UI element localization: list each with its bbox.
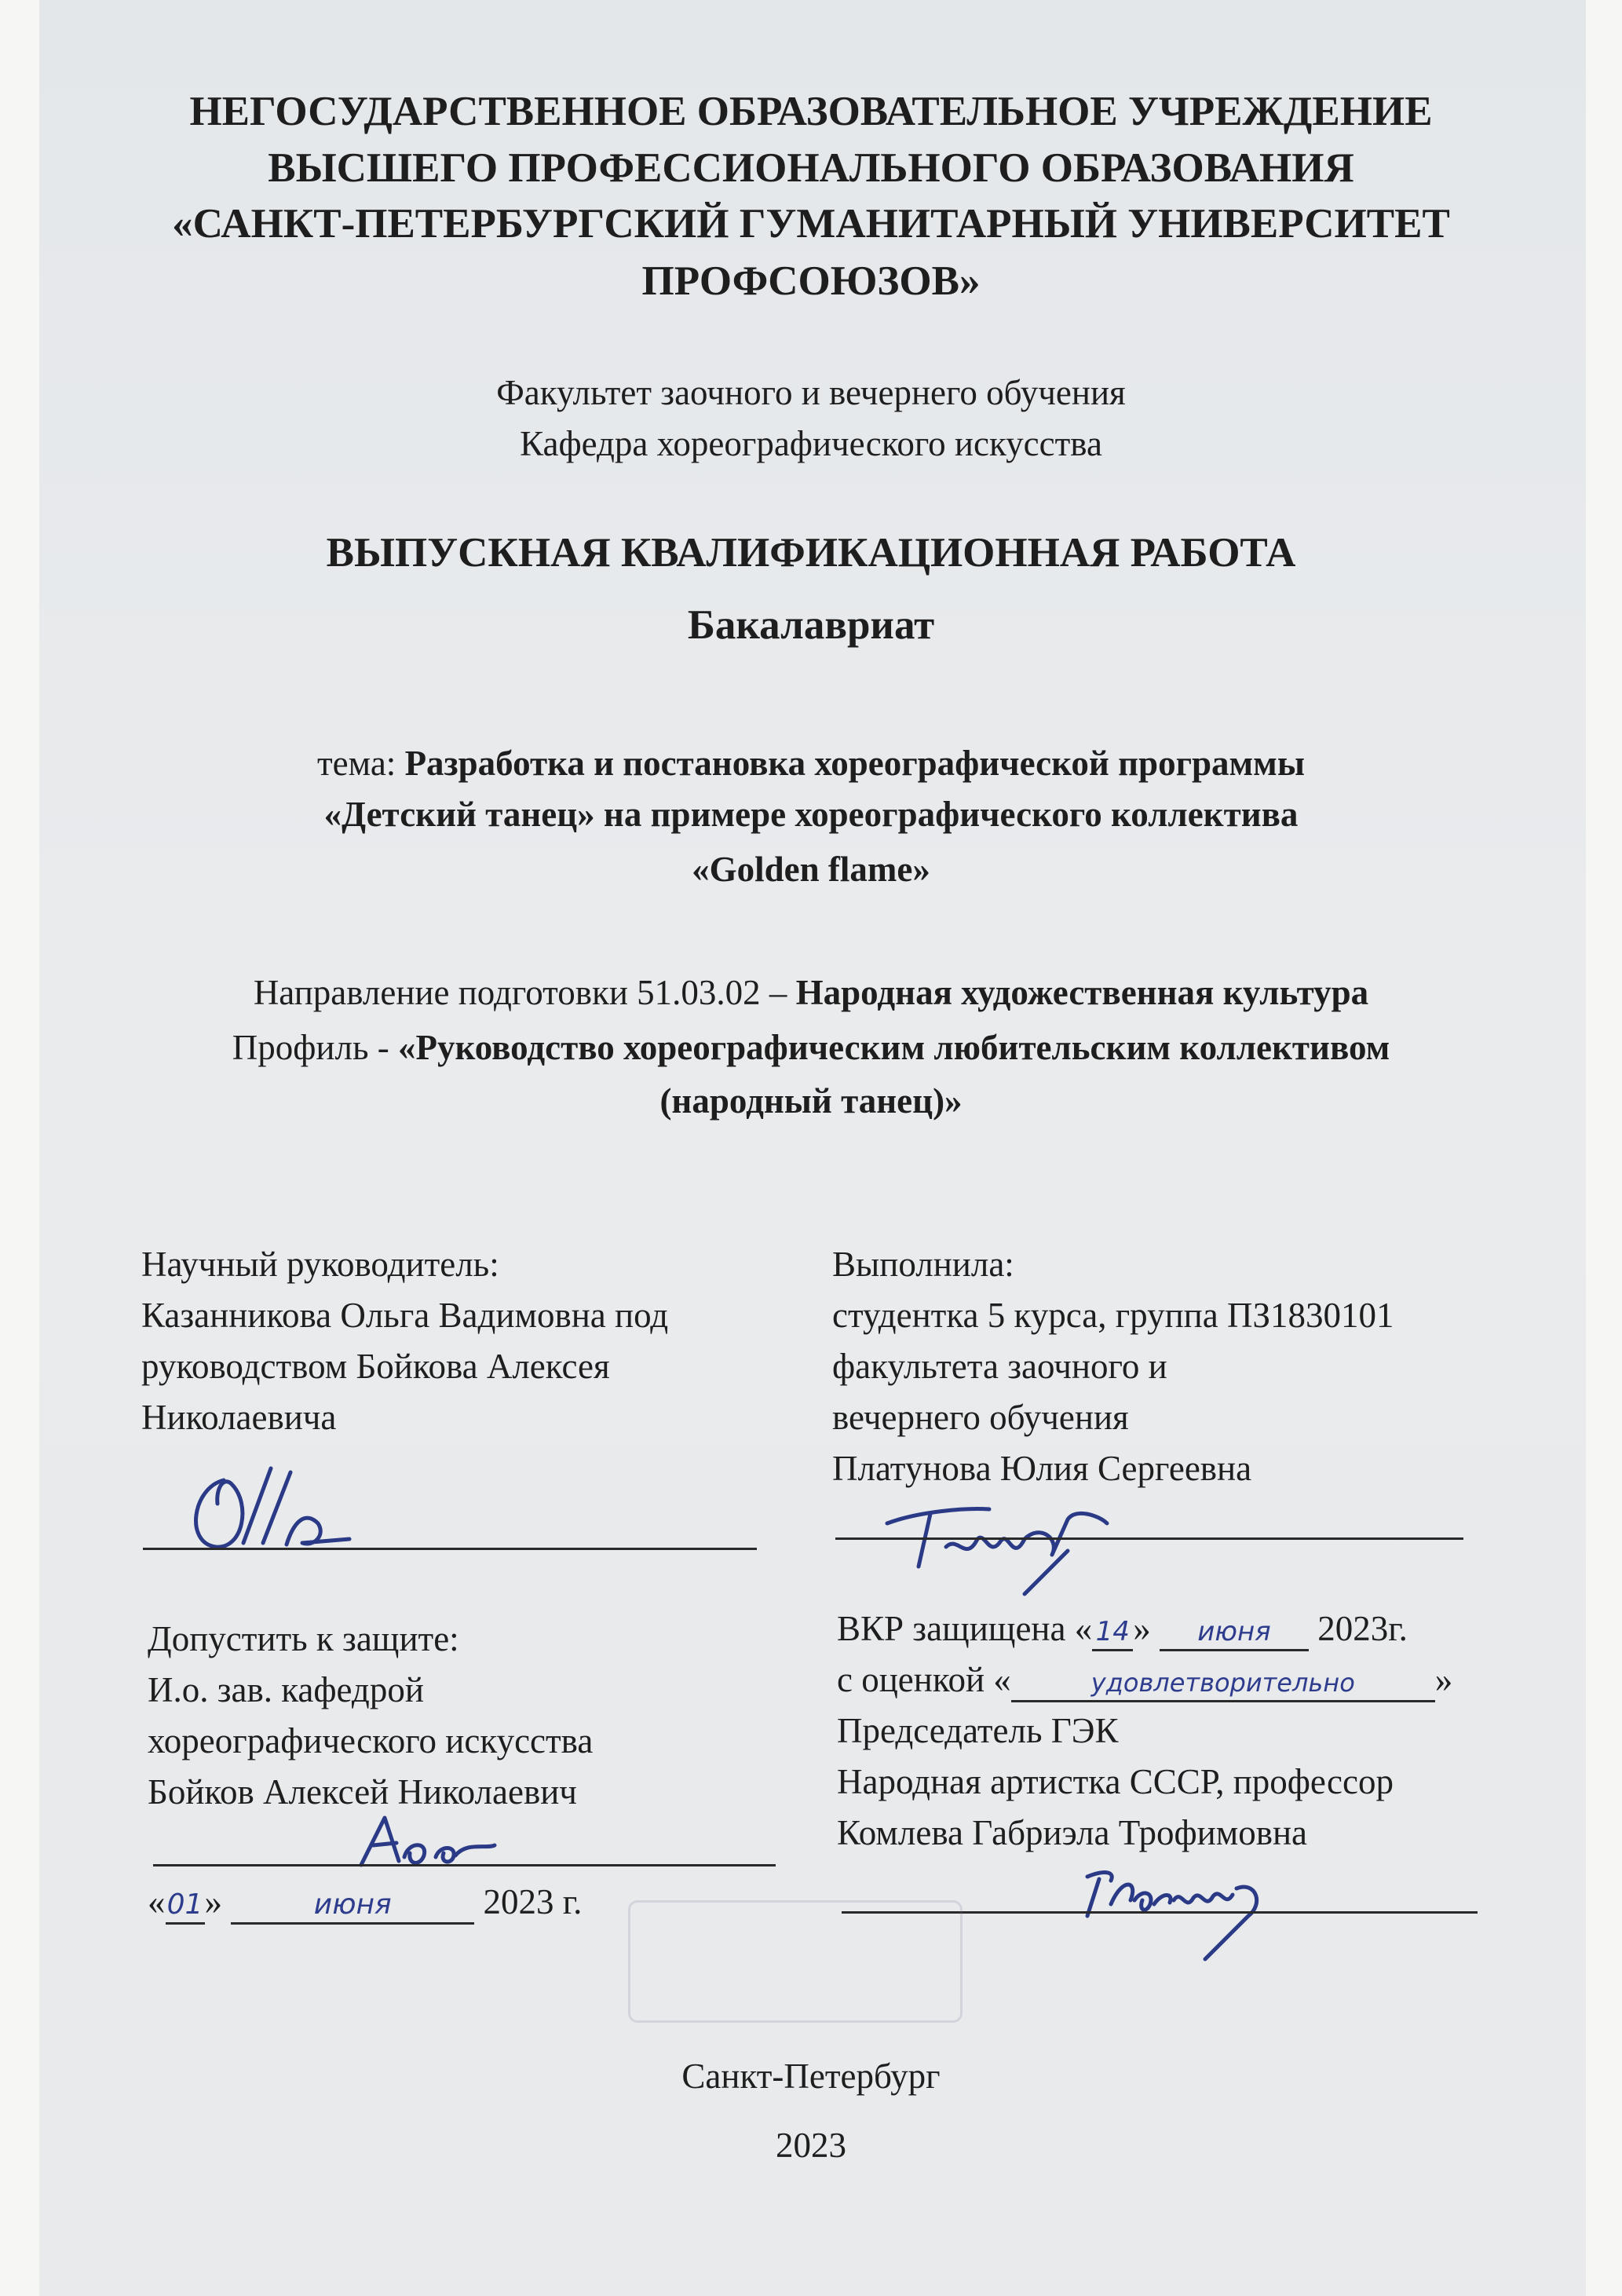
author-signature [871, 1492, 1138, 1602]
stamp-trace [628, 1900, 963, 2023]
author-label: Выполнила: [832, 1245, 1014, 1284]
supervisor-line-3: Николаевича [141, 1398, 337, 1437]
defense-chair-name: Комлева Габриэла Трофимовна [837, 1813, 1308, 1852]
topic-line-1 [0, 738, 1622, 788]
defense-grade-suffix: » [1434, 1660, 1453, 1699]
author-block [832, 1239, 1394, 1494]
defense-chair-label: Председатель ГЭК [837, 1711, 1119, 1750]
work-type-title: ВЫПУСКНАЯ КВАЛИФИКАЦИОННАЯ РАБОТА [326, 530, 1296, 576]
defense-year: 2023г. [1308, 1609, 1408, 1648]
supervisor-signature [169, 1457, 373, 1567]
institution-line-4: ПРОФСОЮЗОВ» [641, 258, 981, 304]
supervisor-block [141, 1239, 668, 1443]
admission-line-2: хореографического искусства [148, 1721, 594, 1760]
institution-line-3: «САНКТ-ПЕТЕРБУРГСКИЙ ГУМАНИТАРНЫЙ УНИВЕРСИТЕТ [172, 201, 1450, 247]
supervisor-label: Научный руководитель: [141, 1245, 499, 1284]
defense-day: 14 [1092, 1614, 1133, 1651]
year: 2023 [776, 2126, 846, 2165]
admission-signature [338, 1810, 518, 1881]
direction-label: Направление подготовки 51.03.02 – [253, 973, 796, 1012]
institution-line-2: ВЫСШЕГО ПРОФЕССИОНАЛЬНОГО ОБРАЗОВАНИЯ [268, 145, 1354, 191]
defense-grade-prefix: с оценкой « [837, 1660, 1011, 1699]
admission-signature-line [153, 1864, 776, 1866]
defense-month: июня [1160, 1614, 1309, 1651]
city: Санкт-Петербург [681, 2057, 941, 2096]
admission-date-day: 01 [166, 1888, 205, 1925]
institution-line-1: НЕГОСУДАРСТВЕННОЕ ОБРАЗОВАТЕЛЬНОЕ УЧРЕЖДЕНИЕ [189, 89, 1433, 134]
admission-date [148, 1877, 582, 1928]
admission-date-mid: » [204, 1882, 232, 1921]
admission-line-3: Бойков Алексей Николаевич [148, 1772, 577, 1812]
author-name: Платунова Юлия Сергеевна [832, 1449, 1252, 1488]
defense-grade: удовлетворительно [1011, 1665, 1435, 1702]
admission-date-month: июня [231, 1888, 474, 1925]
defense-prefix: ВКР защищена « [837, 1609, 1093, 1648]
admission-date-open: « [148, 1882, 166, 1921]
admission-date-year: 2023 г. [474, 1882, 583, 1921]
admission-label: Допустить к защите: [148, 1619, 459, 1658]
supervisor-signature-line [143, 1548, 757, 1550]
topic-line-2: «Детский танец» на примере хореографического коллектива [323, 795, 1299, 834]
profile [0, 1022, 1622, 1073]
supervisor-line-2: руководством Бойкова Алексея [141, 1347, 610, 1386]
author-line-1: студентка 5 курса, группа ПЗ1830101 [832, 1296, 1394, 1335]
degree: Бакалавриат [687, 602, 935, 648]
defense-mid: » [1133, 1609, 1160, 1648]
department: Кафедра хореографического искусства [520, 424, 1102, 463]
profile-value-1: «Руководство хореографическим любительским коллективом [397, 1028, 1390, 1067]
profile-value-2: (народный танец)» [659, 1081, 963, 1121]
author-line-3: вечернего обучения [832, 1398, 1129, 1437]
topic-line-3: «Golden flame» [692, 850, 930, 889]
direction-value: Народная художественная культура [795, 973, 1369, 1012]
author-signature-line [835, 1537, 1463, 1540]
profile-label: Профиль - [232, 1028, 398, 1067]
topic-title-1: Разработка и постановка хореографической программы [404, 744, 1305, 783]
admission-block [148, 1614, 593, 1818]
direction [0, 967, 1622, 1018]
supervisor-line-1: Казанникова Ольга Вадимовна под [141, 1296, 669, 1335]
defense-chair-title: Народная артистка СССР, профессор [837, 1762, 1394, 1801]
topic-prefix: тема: [317, 744, 405, 783]
faculty: Факультет заочного и вечернего обучения [496, 373, 1126, 412]
defense-block [837, 1603, 1452, 1859]
defense-grade-line [837, 1654, 1452, 1706]
admission-line-1: И.о. зав. кафедрой [148, 1670, 424, 1709]
defense-date-line [837, 1603, 1452, 1654]
author-line-2: факультета заочного и [832, 1347, 1167, 1386]
